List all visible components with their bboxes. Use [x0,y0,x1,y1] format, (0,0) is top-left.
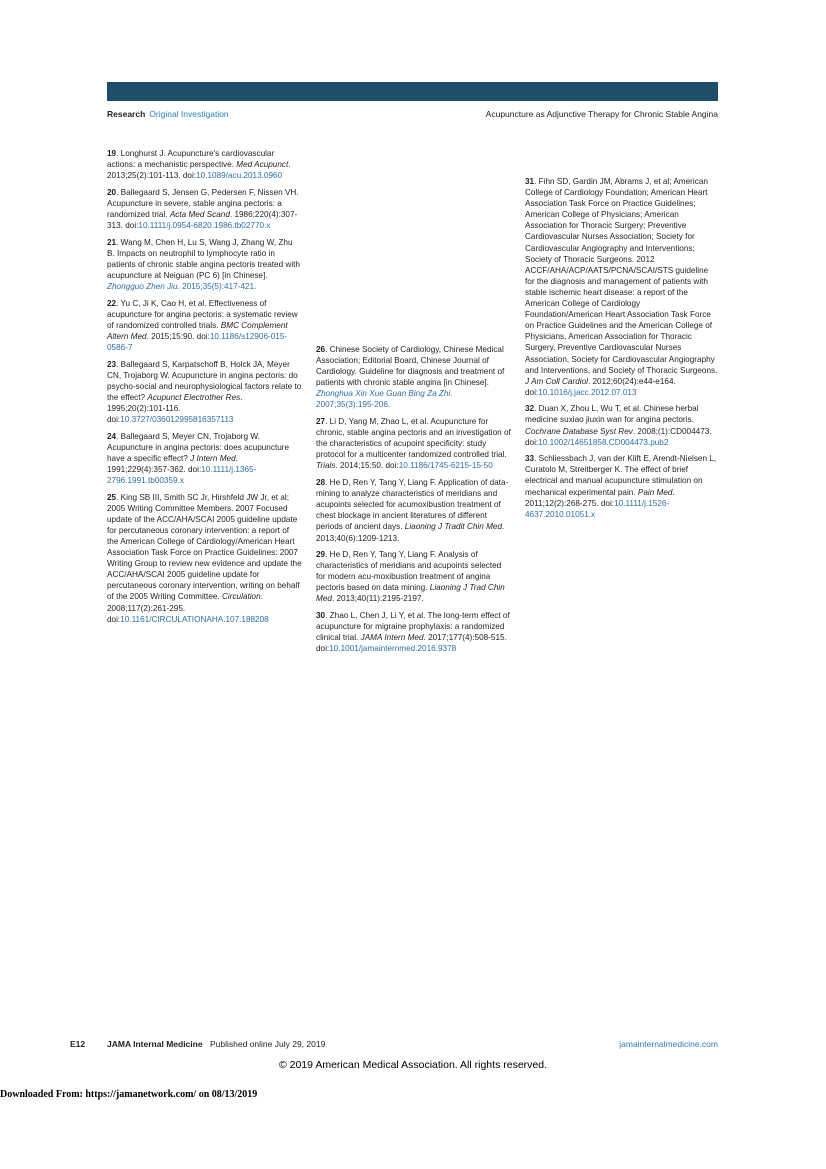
reference-text: . Li D, Yang M, Zhao L, et al. Acupuncture for chronic, stable angina pectoris and an investigation of the characteristics of acupoint specificity: study protocol for a multicenter randomized controlled trial. [316,417,511,460]
reference-21 [107,237,302,292]
reference-journal: Liaoning J Trad Chin Med [316,583,505,604]
reference-text: . Zhao L, Chen J, Li Y, et al. The long-term effect of acupuncture for migraine prophylaxis: a randomized clinical trial. [316,611,510,643]
references-column-3 [525,176,720,525]
reference-number: 27 [316,417,326,427]
reference-journal: Circulation [221,592,261,602]
reference-text: . Chinese Society of Cardiology, Chinese Medical Association; Editorial Board, Chinese Journal of Cardiology. Guideline for diagnosis and treatment of patients with chronic stable angina [in Chinese]. [316,345,505,388]
reference-20 [107,187,302,231]
reference-citation: . 2013;25(2):101-113. doi: [107,160,291,181]
reference-number: 30 [316,611,326,621]
reference-journal: Cochrane Database Syst Rev [525,426,633,436]
reference-number: 20 [107,187,117,197]
page-footer [70,1037,718,1051]
reference-citation: . 1991;229(4):357-362. doi: [107,453,238,474]
reference-number: 29 [316,550,326,560]
reference-citation: . 2017;177(4):508-515. doi: [316,633,507,654]
reference-journal: JAMA Intern Med [360,633,424,643]
research-label: Research [107,109,146,119]
reference-journal[interactable]: Zhonghua Xin Xue Guan Bing Za Zhi [316,389,451,399]
reference-26 [316,344,511,411]
doi-link[interactable]: 10.1111/j.1526-4637.2010.01051.x [525,498,670,519]
reference-text: . He D, Ren Y, Tang Y, Liang F. Application of data-mining to analyze characteristics of meridians and acupoints selected for acumoxibustion treatment of chest blockage in ancient literatures of different periods of ancient days. [316,478,509,532]
reference-31 [525,176,720,398]
doi-link[interactable]: 10.1111/j.1365-2796.1991.tb00359.x [107,464,257,486]
doi-link[interactable]: 10.1002/14651858.CD004473.pub2 [538,437,669,447]
section-label [107,107,229,121]
journal-name: JAMA Internal Medicine [107,1039,203,1049]
reference-journal[interactable]: Zhongguo Zhen Jiu [107,282,178,292]
reference-citation: . 2013;40(11):2195-2197. [331,594,424,604]
original-investigation-label[interactable]: Original Investigation [149,109,229,119]
journal-website-link[interactable]: jamainternalmedicine.com [619,1039,718,1049]
header-bar [107,82,718,101]
reference-journal: Acta Med Scand [169,209,230,219]
reference-25 [107,492,302,625]
reference-number: 23 [107,359,117,369]
reference-number: 32 [525,404,535,414]
reference-24 [107,431,302,486]
reference-number: 24 [107,431,117,441]
reference-journal: J Intern Med [190,453,236,463]
reference-journal: Med Acupunct [236,160,289,170]
reference-citation: . 2011;12(2):268-275. doi: [525,487,675,508]
reference-citation: . 2012;60(24):e44-e164. doi: [525,376,676,397]
doi-link[interactable]: 10.1161/CIRCULATIONAHA.107.188208 [120,614,269,624]
article-title: Acupuncture as Adjunctive Therapy for Chronic Stable Angina [485,109,718,119]
reference-journal: J Am Coll Cardiol [525,376,588,386]
reference-number: 22 [107,298,117,308]
reference-journal: Acupunct Electrother Res [147,392,241,402]
reference-citation: . 2008;(1):CD004473. doi: [525,426,712,447]
doi-link[interactable]: 10.1001/jamainternmed.2016.9378 [329,644,457,654]
reference-30 [316,610,511,654]
reference-citation: . 1986;220(4):307-313. doi: [107,209,298,231]
reference-citation: . 2015;15:90. doi: [146,331,210,341]
reference-number: 28 [316,478,326,488]
doi-link[interactable]: 10.1186/s12906-015-0586-7 [107,331,288,352]
doi-link[interactable]: 10.1111/j.0954-6820.1986.tb02770.x [138,221,271,231]
download-note: Downloaded From: https://jamanetwork.com/ on 08/13/2019 [0,1089,258,1100]
reference-text: . Fihn SD, Gardin JM, Abrams J, et al; American College of Cardiology Foundation; American Heart Association Task Force on Practice Guidelines; American College of Physicians; American Association for Thoracic Surgery; Preventive Cardiovascular Nurses Association; Society for Cardiovascular Angiography and Interventions; Society of Thoracic Surgeons. 2012 ACCF/AHA/ACP/AATS/PCNA/SCAI/STS guideline for the diagnosis and management of patients with stable ischemic heart disease: a report of the American College of Cardiology Foundation/American Heart Association Task Force on Practice Guidelines and the American College of Physicians, American Association for Thoracic Surgery, Preventive Cardiovascular Nurses Association, Society for Cardiovascular Angiography and Interventions, and Society of Thoracic Surgeons. [525,177,718,375]
reference-journal: Liaoning J Tradit Chin Med [404,522,503,532]
reference-journal: Pain Med [637,487,673,497]
reference-28 [316,477,511,544]
reference-text: . Yu C, Ji K, Cao H, et al. Effectiveness of acupuncture for angina pectoris: a systematic review of randomized controlled trials. [107,298,298,330]
doi-link[interactable]: 10.1016/j.jacc.2012.07.013 [538,387,637,397]
references-column-2 [316,344,511,660]
reference-33 [525,453,720,520]
reference-number: 21 [107,237,117,247]
reference-number: 31 [525,177,535,186]
doi-link[interactable]: 10.3727/036012995816357113 [120,415,234,425]
reference-citation: . 2013;40(6):1209-1213. [316,522,505,543]
references-column-1 [107,148,302,630]
reference-29 [316,549,511,604]
doi-link[interactable]: 10.1186/1745-6215-15-50 [398,461,493,471]
reference-number: 19 [107,149,117,158]
reference-citation: . 2008;117(2):261-295. doi: [107,592,263,624]
doi-link[interactable]: 10.1089/acu.2013.0960 [196,171,283,181]
page-number: E12 [70,1039,86,1049]
reference-text: . King SB III, Smith SC Jr, Hirshfeld JW Jr, et al; 2005 Writing Committee Members. 2007 Focused update of the ACC/AHA/SCAI 2005 guideline update for percutaneous coronary intervention: a report of the American College of Cardiology/American Heart Association Task Force on Practice Guidelines: 2007 Writing Group to review new evidence and update the ACC/AHA/SCAI 2005 guideline update for percutaneous coronary intervention, writing on behalf of the 2005 Writing Committee. [107,492,302,602]
running-head [107,107,718,121]
reference-number: 26 [316,345,326,354]
reference-23 [107,359,302,426]
reference-number: 25 [107,492,117,502]
reference-19 [107,148,302,181]
reference-22 [107,298,302,353]
reference-text: . Duan X, Zhou L, Wu T, et al. Chinese herbal medicine suxiao jiuxin wan for angina pectoris. [525,404,699,425]
reference-text: . He D, Ren Y, Tang Y, Liang F. Analysis of characteristics of meridians and acupoints selected for modern acu-moxibustion treatment of angina pectoris based on data mining. [316,550,502,593]
reference-journal: Trials [316,461,336,471]
reference-text: . Ballegaard S, Meyer CN, Trojaborg W. Acupuncture in angina pectoris: does acupuncture have a specific effect? [107,431,290,463]
publication-date: Published online July 29, 2019 [210,1039,326,1049]
reference-text: . Schliessbach J, van der Klift E, Arendt-Nielsen L, Curatolo M, Streitberger K. The effect of brief electrical and manual acupuncture stimulation on mechanical experimental pain. [525,454,717,497]
reference-text: . Longhurst J. Acupuncture's cardiovascular actions: a mechanistic perspective. [107,149,275,170]
reference-text: . Ballegaard S, Jensen G, Pedersen F, Nissen VH. Acupuncture in severe, stable angina pectoris: a randomized trial. [107,187,299,219]
reference-citation: . 1995;20(2):101-116. doi: [107,392,243,425]
reference-32 [525,403,720,447]
reference-27 [316,416,511,471]
copyright-notice: © 2019 American Medical Association. All rights reserved. [278,1059,548,1071]
reference-number: 33 [525,454,535,464]
reference-citation[interactable]: . 2007;35(3):195-206. [316,389,453,410]
reference-citation: . 2014;15:50. doi: [335,461,399,471]
reference-text: . Wang M, Chen H, Lu S, Wang J, Zhang W, Zhu B. Impacts on neutrophil to lymphocyte ratio in patients of chronic stable angina pectoris treated with acupuncture at Neiguan (PC 6) [in Chinese]. [107,237,300,280]
reference-journal: BMC Complement Altern Med [107,320,288,341]
reference-citation[interactable]: . 2015;35(5):417-421. [177,282,257,292]
reference-text: . Ballegaard S, Karpatschoff B, Holck JA, Meyer CN, Trojaborg W. Acupuncture in angina pectoris: do psycho-social and neurophysiological factors relate to the effect? [107,359,302,402]
